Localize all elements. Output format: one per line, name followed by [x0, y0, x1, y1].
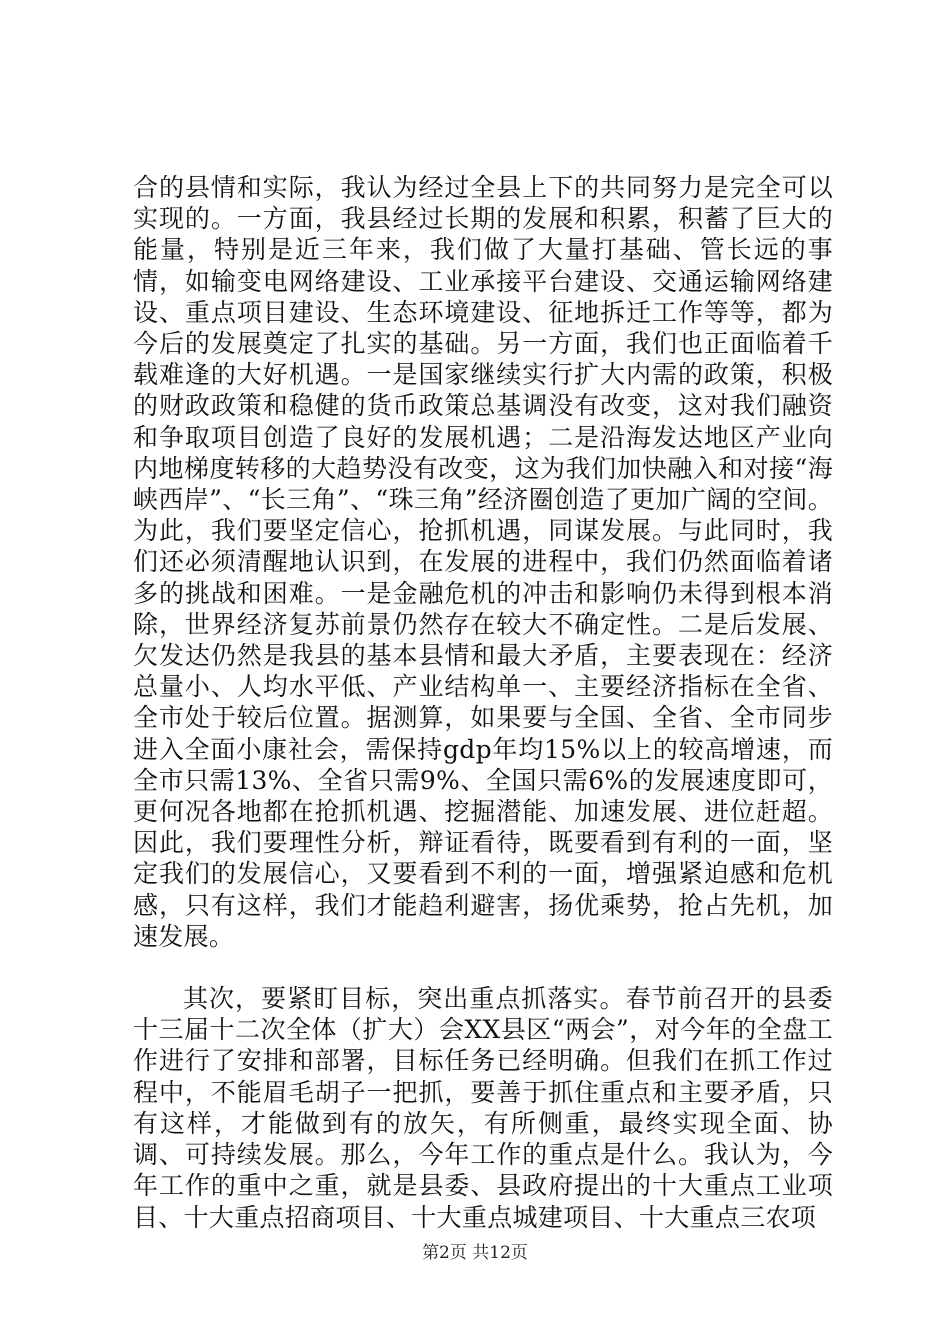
document-body: [133, 172, 833, 1233]
paragraph-second-point: 其次，要紧盯目标，突出重点抓落实。春节前召开的县委十三届十二次全体（扩大）会XX县区“两会”，对今年的全盘工作进行了安排和部署，目标任务已经明确。但我们在抓工作过程中，不能眉毛胡子一把抓，要善于抓住重点和主要矛盾，只有这样，才能做到有的放矢，有所侧重，最终实现全面、协调、可持续发展。那么，今年工作的重点是什么。我认为，今年工作的重中之重，就是县委、县政府提出的十大重点工业项目、十大重点招商项目、十大重点城建项目、十大重点三农项: [133, 984, 833, 1232]
paragraph-continued: 合的县情和实际，我认为经过全县上下的共同努力是完全可以实现的。一方面，我县经过长期的发展和积累，积蓄了巨大的能量，特别是近三年来，我们做了大量打基础、管长远的事情，如输变电网络建设、工业承接平台建设、交通运输网络建设、重点项目建设、生态环境建设、征地拆迁工作等等，都为今后的发展奠定了扎实的基础。另一方面，我们也正面临着千载难逢的大好机遇。一是国家继续实行扩大内需的政策，积极的财政政策和稳健的货币政策总基调没有改变，这对我们融资和争取项目创造了良好的发展机遇；二是沿海发达地区产业向内地梯度转移的大趋势没有改变，这为我们加快融入和对接“海峡西岸”、“长三角”、“珠三角”经济圈创造了更加广阔的空间。为此，我们要坚定信心，抢抓机遇，同谋发展。与此同时，我们还必须清醒地认识到，在发展的进程中，我们仍然面临着诸多的挑战和困难。一是金融危机的冲击和影响仍未得到根本消除，世界经济复苏前景仍然存在较大不确定性。二是后发展、欠发达仍然是我县的基本县情和最大矛盾，主要表现在：经济总量小、人均水平低、产业结构单一、主要经济指标在全省、全市处于较后位置。据测算，如果要与全国、全省、全市同步进入全面小康社会，需保持gdp年均15%以上的较高增速，而全市只需13%、全省只需9%、全国只需6%的发展速度即可，更何况各地都在抢抓机遇、挖掘潜能、加速发展、进位赶超。因此，我们要理性分析，辩证看待，既要看到有利的一面，坚定我们的发展信心，又要看到不利的一面，增强紧迫感和危机感，只有这样，我们才能趋利避害，扬优乘势，抢占先机，加速发展。: [133, 173, 833, 951]
page-number-footer: 第2页 共12页: [422, 1243, 528, 1263]
